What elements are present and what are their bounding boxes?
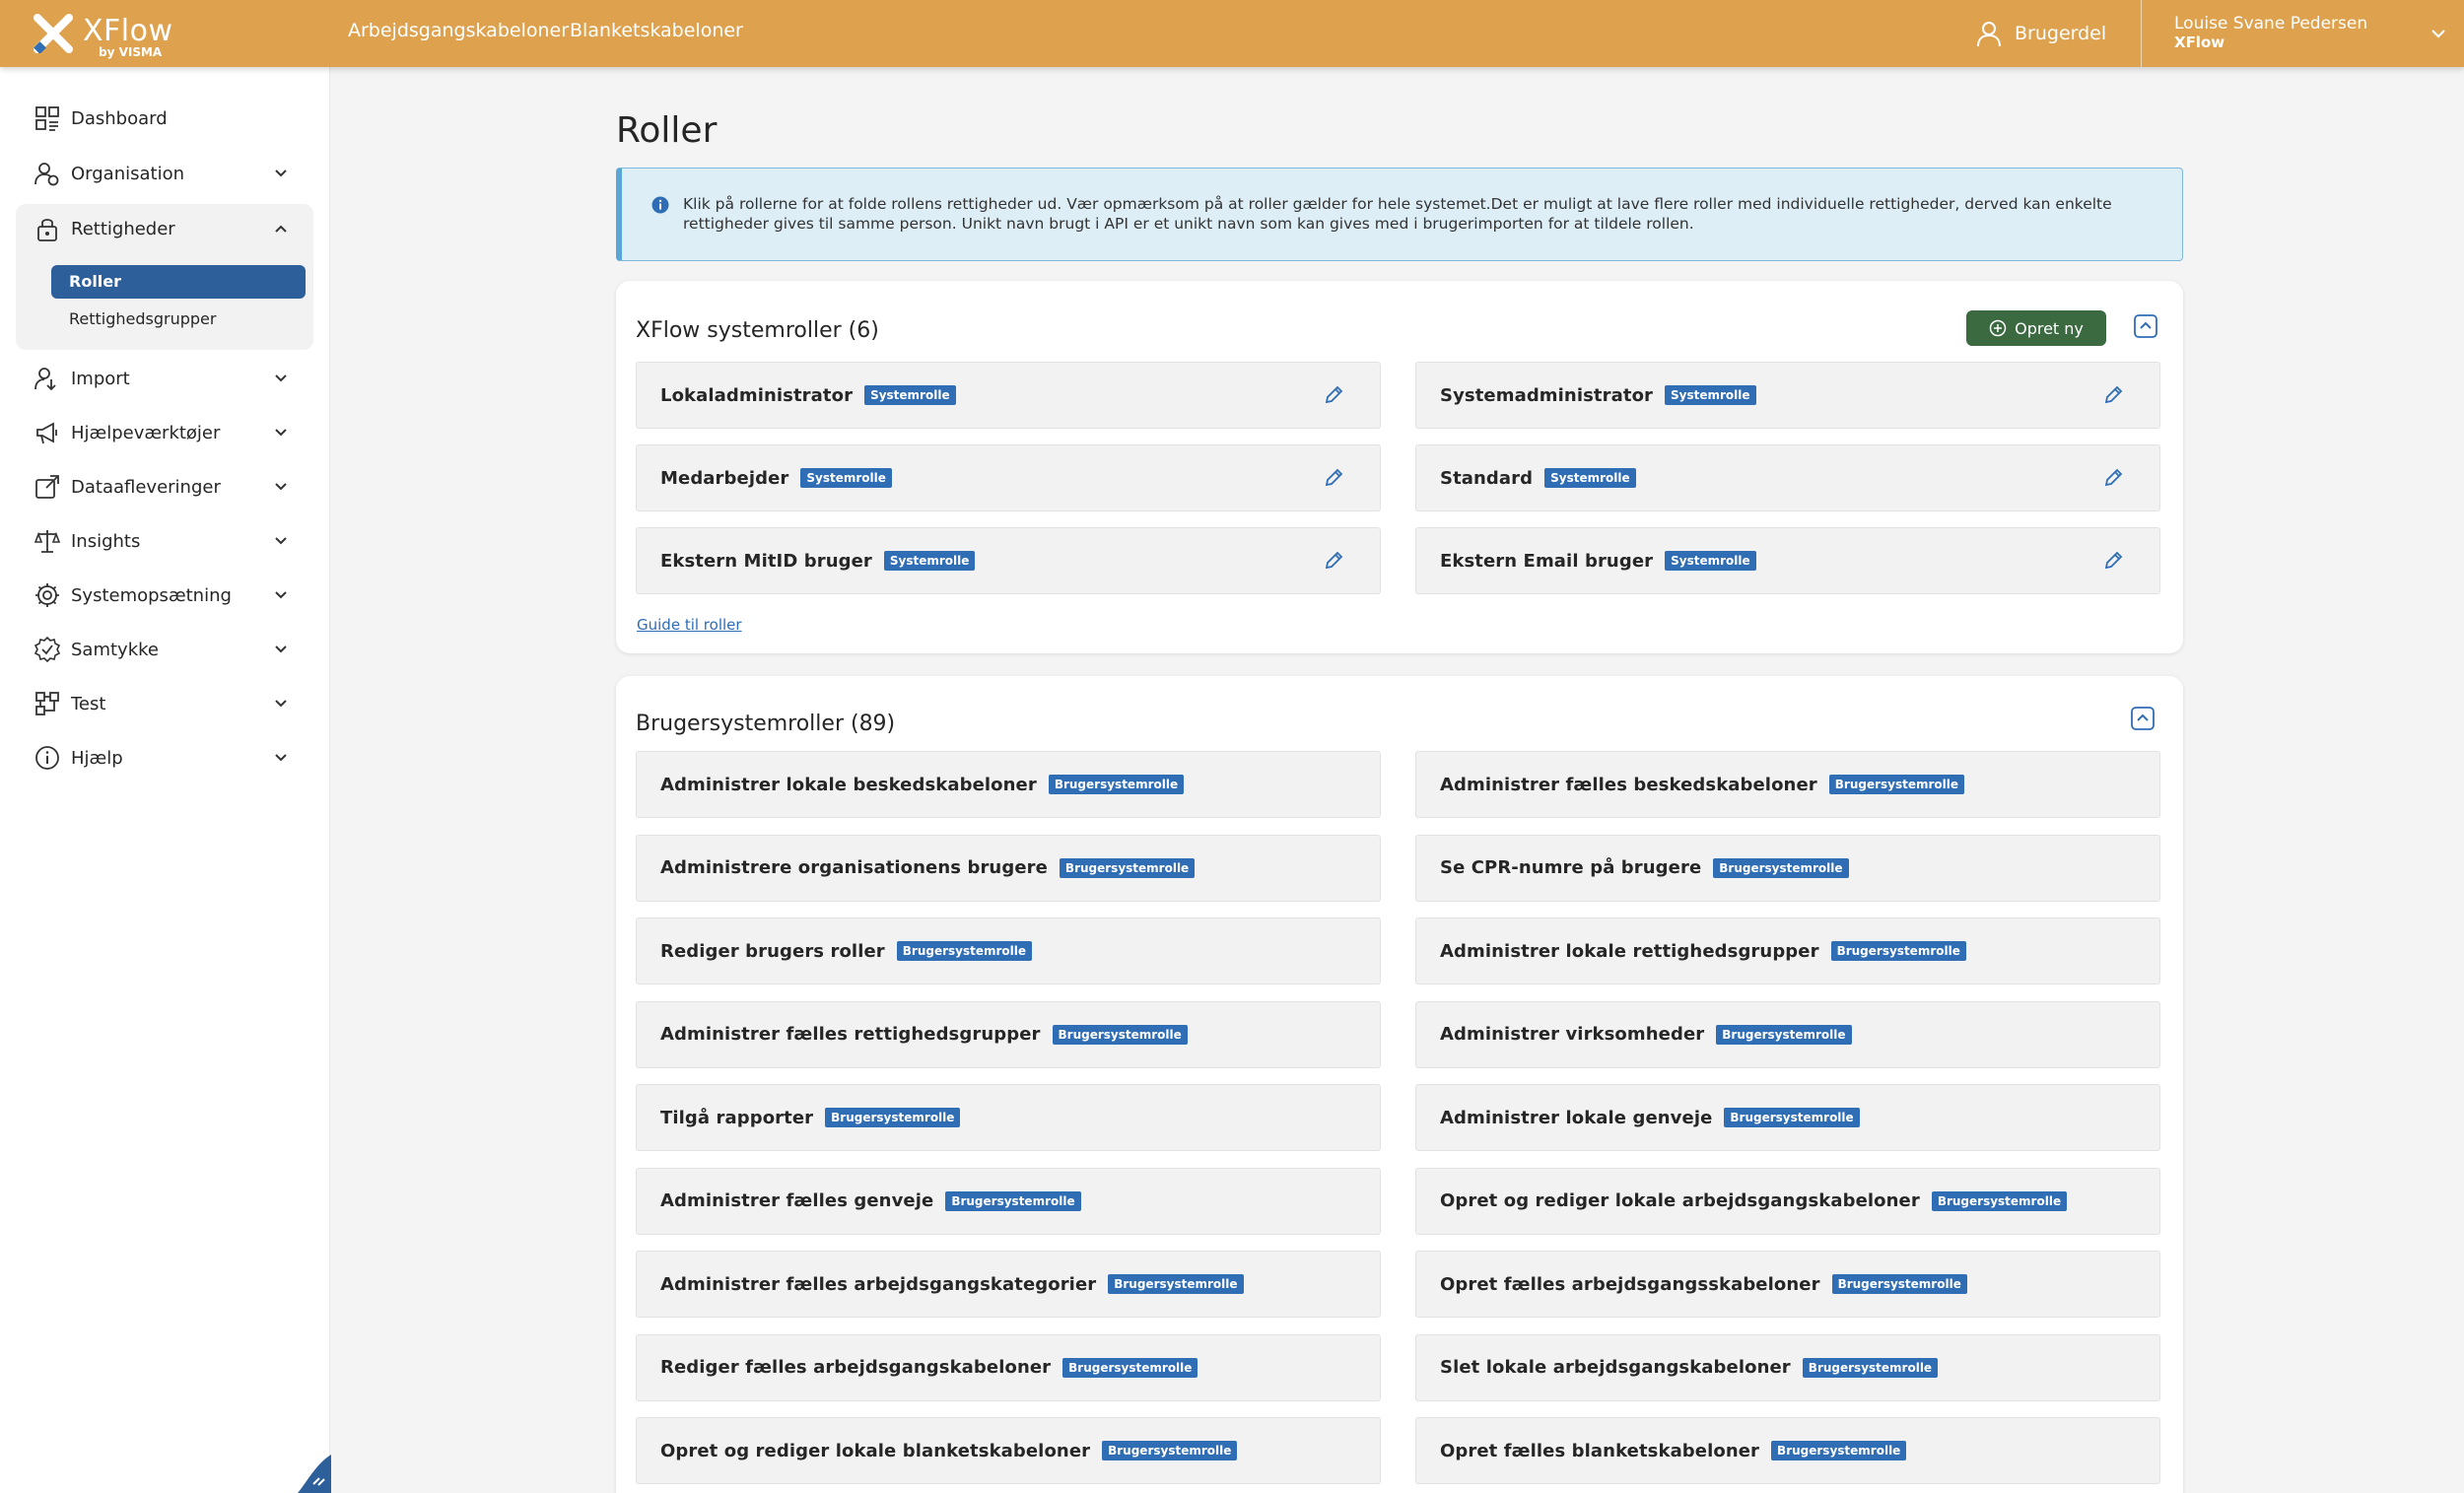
role-badge: Brugersystemrolle xyxy=(1832,1274,1967,1294)
user-role-tile[interactable] xyxy=(1415,1251,2160,1318)
role-name: Administrer fælles genveje xyxy=(660,1190,934,1211)
role-name: Medarbejder xyxy=(660,467,789,489)
role-name: Administrer virksomheder xyxy=(1440,1024,1705,1045)
sidebar-item-import[interactable] xyxy=(16,355,313,402)
sidebar-item-dataafleveringer[interactable] xyxy=(16,463,313,510)
nav-arbejdsgangskabeloner[interactable]: Arbejdsgangskabeloner xyxy=(348,20,570,41)
role-badge: Systemrolle xyxy=(884,551,976,571)
chevron-down-icon xyxy=(272,478,290,496)
nav-blanketskabeloner[interactable]: Blanketskabeloner xyxy=(570,20,743,41)
badge-check-icon xyxy=(34,636,61,663)
top-divider xyxy=(2141,0,2142,67)
role-name: Lokaladministrator xyxy=(660,384,854,406)
role-name: Ekstern MitID bruger xyxy=(660,550,872,572)
role-badge: Brugersystemrolle xyxy=(1716,1025,1851,1045)
chevron-down-icon xyxy=(272,370,290,387)
sidebar-item-label: Rettigheder xyxy=(71,218,175,239)
system-roles-card xyxy=(616,281,2183,653)
sidebar-item-label: Samtykke xyxy=(71,639,159,660)
role-badge: Brugersystemrolle xyxy=(945,1191,1080,1211)
role-name: Administrer fælles beskedskabeloner xyxy=(1440,774,1817,795)
role-name: Slet lokale arbejdsgangskabeloner xyxy=(1440,1357,1791,1378)
sidebar-item-test[interactable] xyxy=(16,680,313,727)
role-name: Opret fælles arbejdsgangsskabeloner xyxy=(1440,1273,1820,1295)
sidebar-item-label: Hjælpeværktøjer xyxy=(71,422,221,443)
sidebar-item-label: Hjælp xyxy=(71,747,123,769)
collapse-sidebar-icon[interactable] xyxy=(298,1455,331,1493)
role-badge: Systemrolle xyxy=(1665,551,1756,571)
role-name: Rediger fælles arbejdsgangskabeloner xyxy=(660,1357,1052,1378)
role-badge: Systemrolle xyxy=(1544,468,1636,488)
user-role-tile[interactable] xyxy=(636,1084,1381,1151)
role-tile-standard[interactable] xyxy=(1415,444,2160,511)
role-name: Ekstern Email bruger xyxy=(1440,550,1654,572)
user-role-tile[interactable] xyxy=(1415,1168,2160,1235)
plus-circle-icon xyxy=(1989,319,2007,337)
chevron-down-icon xyxy=(272,165,290,182)
create-role-button[interactable] xyxy=(1966,310,2106,346)
role-badge: Brugersystemrolle xyxy=(825,1108,960,1127)
user-name[interactable]: Louise Svane Pedersen xyxy=(2174,14,2368,34)
sidebar-item-hjaelpevaerktoejer[interactable] xyxy=(16,409,313,456)
role-name: Rediger brugers roller xyxy=(660,940,885,962)
megaphone-icon xyxy=(34,419,61,446)
organisation-icon xyxy=(34,160,61,187)
user-role-tile[interactable] xyxy=(1415,1417,2160,1484)
role-badge: Brugersystemrolle xyxy=(1829,775,1964,794)
sitemap-icon xyxy=(34,690,61,717)
role-name: Opret og rediger lokale blanketskabeloner xyxy=(660,1440,1091,1461)
chevron-down-icon xyxy=(272,749,290,767)
role-badge: Brugersystemrolle xyxy=(1803,1358,1938,1378)
user-icon xyxy=(1975,20,2003,47)
role-badge: Brugersystemrolle xyxy=(1108,1274,1243,1294)
chevron-down-icon[interactable] xyxy=(2429,24,2448,43)
sidebar-item-dashboard[interactable] xyxy=(16,95,313,142)
pencil-icon[interactable] xyxy=(2102,467,2124,489)
user-role-tile[interactable] xyxy=(1415,1001,2160,1068)
export-icon xyxy=(34,473,61,501)
role-name: Systemadministrator xyxy=(1440,384,1654,406)
collapse-up-icon[interactable] xyxy=(2131,707,2155,730)
role-tile-lokaladministrator[interactable] xyxy=(636,362,1381,429)
pencil-icon[interactable] xyxy=(2102,384,2124,406)
lock-icon xyxy=(34,215,61,242)
sidebar-item-label: Organisation xyxy=(71,163,185,184)
user-role-tile[interactable] xyxy=(636,1334,1381,1401)
sidebar-item-label: Insights xyxy=(71,530,141,552)
role-tile-ekstern-mitid[interactable] xyxy=(636,527,1381,594)
role-name: Opret og rediger lokale arbejdsgangskabeloner xyxy=(1440,1190,1920,1211)
role-badge: Brugersystemrolle xyxy=(1102,1441,1237,1460)
role-name: Se CPR-numre på brugere xyxy=(1440,857,1702,878)
sidebar-item-label: Dashboard xyxy=(71,107,168,129)
user-role-tile[interactable] xyxy=(1415,917,2160,984)
info-icon xyxy=(34,744,61,772)
chevron-down-icon xyxy=(272,424,290,441)
page-title: Roller xyxy=(616,110,718,151)
sidebar-item-hjaelp[interactable] xyxy=(16,734,313,781)
chevron-up-icon xyxy=(272,220,290,238)
role-badge: Brugersystemrolle xyxy=(1049,775,1184,794)
import-icon xyxy=(34,365,61,392)
sidebar-item-insights[interactable] xyxy=(16,517,313,565)
sidebar-item-label: Dataafleveringer xyxy=(71,476,221,498)
user-role-tile[interactable] xyxy=(636,1417,1381,1484)
sidebar-subitem-rettighedsgrupper[interactable]: Rettighedsgrupper xyxy=(69,309,217,328)
sidebar-item-organisation[interactable] xyxy=(16,150,313,197)
user-role-tile[interactable] xyxy=(636,835,1381,902)
xflow-logo-icon xyxy=(34,14,73,53)
role-badge: Brugersystemrolle xyxy=(1771,1441,1906,1460)
user-role-tile[interactable] xyxy=(1415,1334,2160,1401)
sidebar-item-systemopsaetning[interactable] xyxy=(16,572,313,619)
user-role-tile[interactable] xyxy=(1415,1084,2160,1151)
system-roles-title: XFlow systemroller (6) xyxy=(636,318,879,343)
role-tile-ekstern-email[interactable] xyxy=(1415,527,2160,594)
role-badge: Brugersystemrolle xyxy=(1713,858,1848,878)
user-org: XFlow xyxy=(2174,34,2225,51)
info-circle-icon xyxy=(651,196,669,214)
info-alert xyxy=(616,168,2183,261)
pencil-icon[interactable] xyxy=(1323,384,1344,406)
sidebar-item-rettigheder[interactable] xyxy=(16,205,313,252)
xflow-logo[interactable] xyxy=(34,12,191,59)
create-role-label: Opret ny xyxy=(2015,318,2084,338)
role-badge: Brugersystemrolle xyxy=(1831,941,1966,961)
user-section-label: Brugerdel xyxy=(2015,23,2107,44)
sidebar-item-samtykke[interactable] xyxy=(16,626,313,673)
sidebar-item-label: Test xyxy=(71,693,106,714)
chevron-down-icon xyxy=(272,586,290,604)
pencil-icon[interactable] xyxy=(2102,550,2124,572)
role-name: Tilgå rapporter xyxy=(660,1107,814,1128)
scales-icon xyxy=(34,527,61,555)
sidebar-item-label: Systemopsætning xyxy=(71,584,232,606)
dashboard-icon xyxy=(34,104,61,132)
gear-icon xyxy=(34,581,61,609)
user-role-tile[interactable] xyxy=(636,1168,1381,1235)
role-tile-medarbejder[interactable] xyxy=(636,444,1381,511)
user-roles-title: Brugersystemroller (89) xyxy=(636,712,896,736)
role-badge: Brugersystemrolle xyxy=(1053,1025,1188,1045)
role-badge: Systemrolle xyxy=(864,385,956,405)
logo-subtitle: by VISMA xyxy=(99,45,163,59)
role-name: Administrer lokale beskedskabeloner xyxy=(660,774,1037,795)
role-name: Opret fælles blanketskabeloner xyxy=(1440,1440,1760,1461)
role-name: Administrer fælles rettighedsgrupper xyxy=(660,1024,1041,1045)
collapse-up-icon[interactable] xyxy=(2134,314,2157,338)
user-role-tile[interactable] xyxy=(636,1251,1381,1318)
pencil-icon[interactable] xyxy=(1323,550,1344,572)
sidebar-item-label: Import xyxy=(71,368,130,389)
role-badge: Systemrolle xyxy=(1665,385,1756,405)
pencil-icon[interactable] xyxy=(1323,467,1344,489)
role-badge: Brugersystemrolle xyxy=(1724,1108,1859,1127)
role-name: Administrere organisationens brugere xyxy=(660,857,1048,878)
user-role-tile[interactable] xyxy=(636,917,1381,984)
chevron-down-icon xyxy=(272,532,290,550)
role-name: Administrer lokale rettighedsgrupper xyxy=(1440,940,1819,962)
user-role-tile[interactable] xyxy=(636,1001,1381,1068)
role-name: Administrer lokale genveje xyxy=(1440,1107,1713,1128)
role-badge: Brugersystemrolle xyxy=(897,941,1032,961)
chevron-down-icon xyxy=(272,641,290,658)
role-badge: Brugersystemrolle xyxy=(1060,858,1195,878)
role-tile-systemadministrator[interactable] xyxy=(1415,362,2160,429)
logo-name: XFlow xyxy=(83,14,173,48)
role-badge: Brugersystemrolle xyxy=(1932,1191,2067,1211)
user-role-tile[interactable] xyxy=(636,751,1381,818)
info-text: Klik på rollerne for at folde rollens rettigheder ud. Vær opmærksom på at roller gælder for hele systemet.Det er muligt at lave flere roller med individuelle rettigheder, derved kan enkelte rettigheder gives til samme person. Unikt navn brugt i API er et unikt navn som kan gives med i brugerimporten for at tildele rollen. xyxy=(683,195,2112,233)
user-role-tile[interactable] xyxy=(1415,835,2160,902)
user-section-link[interactable] xyxy=(1975,18,2106,49)
top-bar xyxy=(0,0,2464,67)
role-badge: Systemrolle xyxy=(800,468,892,488)
role-name: Standard xyxy=(1440,467,1534,489)
user-roles-card xyxy=(616,676,2183,1493)
user-role-tile[interactable] xyxy=(1415,751,2160,818)
chevron-down-icon xyxy=(272,695,290,713)
role-name: Administrer fælles arbejdsgangskategorier xyxy=(660,1273,1097,1295)
sidebar xyxy=(0,67,330,1493)
sidebar-subitem-roller[interactable]: Roller xyxy=(51,265,306,299)
role-badge: Brugersystemrolle xyxy=(1062,1358,1198,1378)
guide-link[interactable]: Guide til roller xyxy=(637,616,742,634)
